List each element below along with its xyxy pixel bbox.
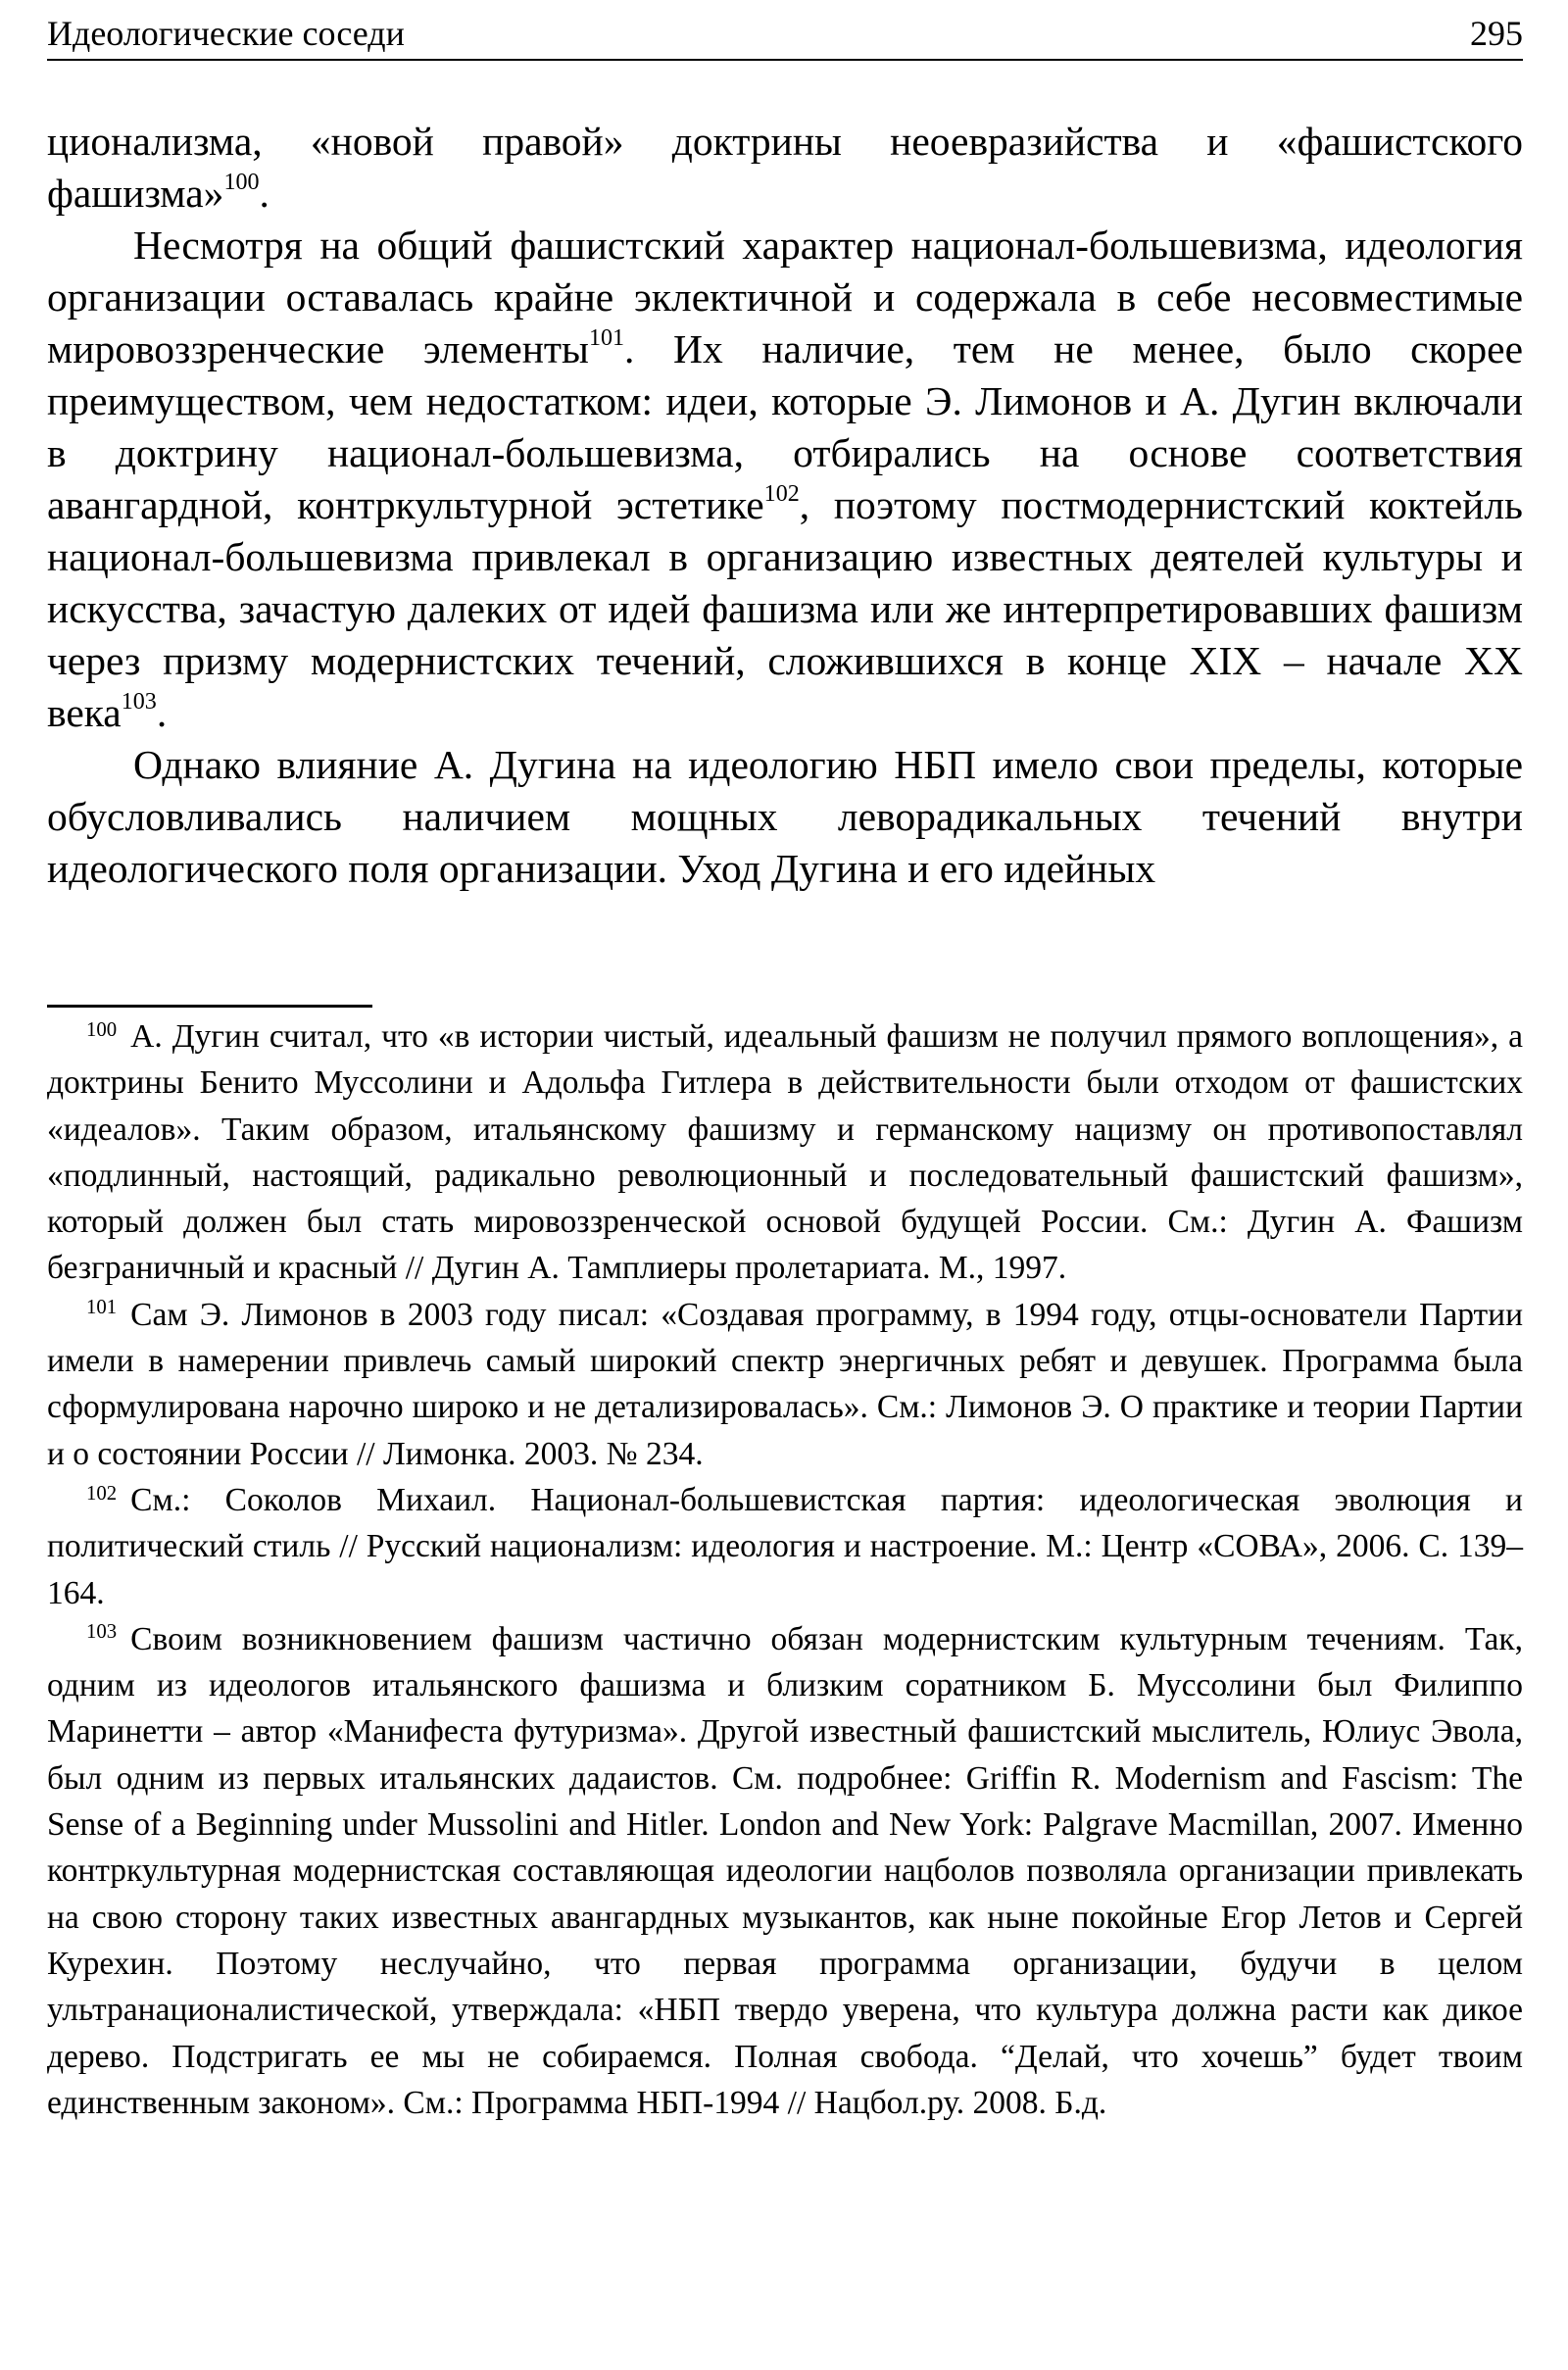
paragraph-text: . Их наличие, тем не менее, было скорее преимуществом, чем недостатком: идеи, которые Э. Лимонов и А. Дугин включали в доктрину национал-большевизма, отбирались на основе соответствия авангардной, контркультурной эстетике — [47, 326, 1523, 527]
paragraph-punct: . — [156, 690, 168, 735]
paragraph — [47, 739, 1523, 895]
footnote-102 — [47, 1477, 1523, 1616]
main-text — [47, 116, 1523, 895]
footnote-number: 100 — [86, 1017, 118, 1041]
footnote-100 — [47, 1013, 1523, 1292]
footnote-number: 102 — [86, 1481, 118, 1505]
footnote-text: См.: Соколов Михаил. Национал-большевистская партия: идеологическая эволюция и политический стиль // Русский национализм: идеология и настроение. М.: Центр «СОВА», 2006. С. 139–164. — [47, 1481, 1523, 1611]
footnote-text: Сам Э. Лимонов в 2003 году писал: «Создавая программу, в 1994 году, отцы-основатели Партии имели в намерении привлечь самый широкий спектр энергичных ребят и девушек. Программа была сформулирована нарочно широко и не детализировалась». См.: Лимонов Э. О практике и теории Партии и о состоянии России // Лимонка. 2003. № 234. — [47, 1296, 1523, 1472]
footnote-ref-103[interactable]: 103 — [121, 688, 157, 715]
paragraph-punct: . — [259, 171, 270, 216]
footnote-text: А. Дугин считал, что «в истории чистый, идеальный фашизм не получил прямого воплощения», а доктрины Бенито Муссолини и Адольфа Гитлера в действительности были отходом от фашистских «идеалов». Таким образом, итальянскому фашизму и германскому нацизму он противопоставлял «подлинный, настоящий, радикально революционный и последовательный фашистский фашизм», который должен был стать мировоззренческой основой будущей России. См.: Дугин А. Фашизм безграничный и красный // Дугин А. Тамплиеры пролетариата. М., 1997. — [47, 1018, 1523, 1287]
paragraph-text: ционализма, «новой правой» доктрины неоевразийства и «фашистского фашизма» — [47, 119, 1523, 216]
footnote-101 — [47, 1292, 1523, 1477]
footnote-number: 103 — [86, 1620, 118, 1644]
footnote-number: 101 — [86, 1296, 118, 1319]
paragraph-continued — [47, 116, 1523, 220]
footnote-text: Своим возникновением фашизм частично обязан модернистским культурным течениям. Так, одним из идеологов итальянского фашизма и близким соратником Б. Муссолини был Филиппо Маринетти – автор «Манифеста футуризма». Другой известный фашистский мыслитель, Юлиус Эвола, был одним из первых итальянских дадаистов. См. подробнее: Griffin R. Modernism and Fascism: The Sense of a Beginning under Mussolini and Hitler. London and New York: Palgrave Macmillan, 2007. Именно контркультурная модернистская составляющая идеологии нацболов позволяла организации привлекать на свою сторону таких известных авангардных музыкантов, как ныне покойные Егор Летов и Сергей Курехин. Поэтому неслучайно, что первая программа организации, будучи в целом ультранационалистической, утверждала: «НБП твердо уверена, что культура должна расти как дикое дерево. Подстригать ее мы не собираемся. Полная свобода. “Делай, что хочешь” будет твоим единственным законом». См.: Программа НБП-1994 // Нацбол.ру. 2008. Б.д. — [47, 1620, 1523, 2121]
footnote-ref-100[interactable]: 100 — [223, 169, 260, 195]
footnote-ref-102[interactable]: 102 — [763, 480, 800, 507]
footnote-separator — [47, 1005, 372, 1008]
paragraph-text: Однако влияние А. Дугина на идеологию НБП имело свои пределы, которые обусловливались наличием мощных леворадикальных течений внутри идеологического поля организации. Уход Дугина и его идейных — [47, 742, 1523, 891]
paragraph-text: , поэтому постмодернистский коктейль национал-большевизма привлекал в организацию известных деятелей культуры и искусства, зачастую далеких от идей фашизма или же интерпретировавших фашизм через призму модернистских течений, сложившихся в конце XIX – начале XX века — [47, 482, 1523, 735]
footnotes — [47, 1013, 1523, 2126]
footnote-ref-101[interactable]: 101 — [588, 324, 625, 351]
running-head-title: Идеологические соседи — [47, 14, 405, 53]
running-head — [47, 8, 1523, 61]
page-number: 295 — [1470, 14, 1523, 53]
paragraph — [47, 220, 1523, 739]
paragraph-text: Несмотря на общий фашистский характер национал-большевизма, идеология организации оставалась крайне эклектичной и содержала в себе несовместимые мировоззренческие элементы — [47, 222, 1523, 371]
footnote-103 — [47, 1616, 1523, 2126]
